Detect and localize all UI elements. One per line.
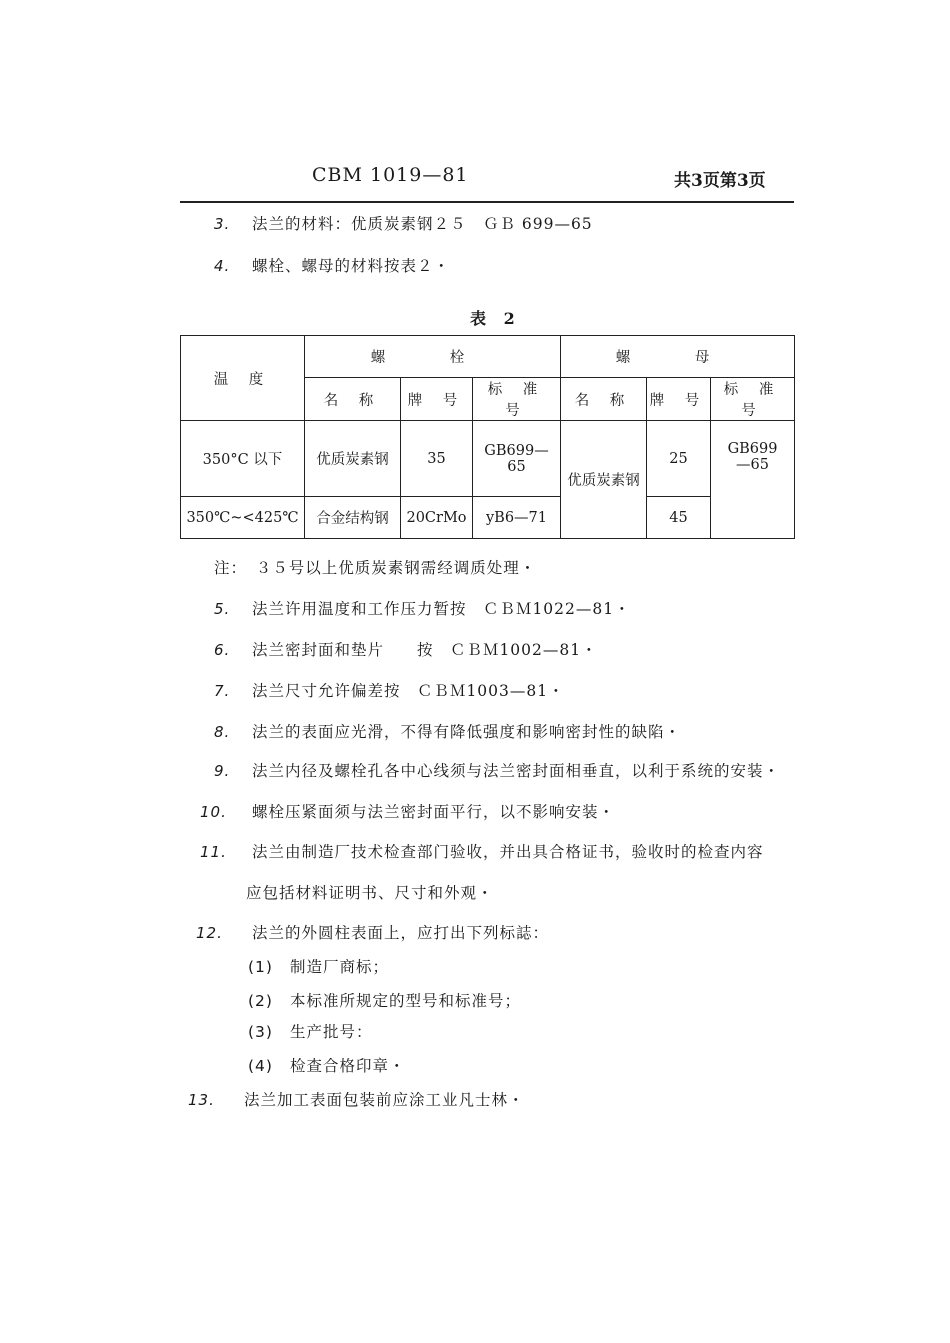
cell-bolt-std: GB699—65	[473, 421, 561, 497]
document-code: CBM 1019—81	[312, 164, 469, 186]
cell-bolt-name: 优质炭素钢	[305, 421, 401, 497]
item-text: 法兰加工表面包装前应涂工业凡士林・	[243, 1091, 525, 1109]
cell-nut-grade: 25	[647, 421, 711, 497]
item-text: 法兰许用温度和工作压力暂按 ＣＢＭ1022—81・	[251, 600, 631, 618]
item-3	[214, 212, 593, 234]
header-temperature: 温 度	[181, 336, 305, 421]
cell-nut-std: GB699—65	[711, 421, 795, 539]
item-10	[200, 800, 615, 822]
table-title: 表 2	[470, 309, 521, 328]
item-text: 法兰尺寸允许偏差按 ＣＢＭ1003—81・	[251, 682, 565, 700]
sub-item-number: (1)	[248, 958, 273, 976]
item-text: 法兰的表面应光滑，不得有降低强度和影响密封性的缺陷・	[251, 723, 681, 741]
item-number: 3.	[214, 215, 231, 233]
item-number: 11.	[200, 843, 227, 861]
sub-item-1	[248, 955, 389, 977]
header-bolt: 螺 栓	[305, 336, 561, 378]
cell-temp: 350°C 以下	[181, 421, 305, 497]
item-4	[214, 254, 450, 276]
cell-bolt-std: yB6—71	[473, 497, 561, 539]
item-6	[214, 638, 598, 660]
sub-item-2	[248, 989, 521, 1011]
sub-item-text: 生产批号：	[289, 1023, 373, 1041]
cell-bolt-grade: 35	[401, 421, 473, 497]
sub-item-4	[248, 1054, 405, 1076]
item-number: 4.	[214, 257, 231, 275]
sub-item-3	[248, 1020, 372, 1042]
item-number: 12.	[196, 924, 223, 942]
table-note: 注： ３５号以上优质炭素钢需经调质处理・	[214, 559, 537, 577]
item-text: 应包括材料证明书、尺寸和外观・	[246, 884, 494, 902]
item-number: 13.	[188, 1091, 215, 1109]
sub-item-text: 制造厂商标；	[289, 958, 389, 976]
item-text: 法兰的材料：优质炭素钢２５ ＧＢ 699—65	[251, 215, 593, 233]
item-13	[188, 1088, 524, 1110]
item-12	[196, 921, 549, 943]
item-number: 7.	[214, 682, 231, 700]
item-text: 法兰由制造厂技术检查部门验收，并出具合格证书，验收时的检查内容	[251, 843, 764, 861]
cell-nut-name: 优质炭素钢	[561, 421, 647, 539]
cell-temp: 350℃~<425℃	[181, 497, 305, 539]
item-text: 法兰内径及螺栓孔各中心线须与法兰密封面相垂直，以利于系统的安装・	[251, 762, 780, 780]
item-number: 10.	[200, 803, 227, 821]
item-9	[214, 759, 780, 781]
sub-item-text: 本标准所规定的型号和标准号；	[289, 992, 521, 1010]
item-text: 螺栓、螺母的材料按表２・	[251, 257, 450, 275]
item-number: 9.	[214, 762, 231, 780]
item-text: 法兰密封面和垫片 按 ＣＢＭ1002—81・	[251, 641, 598, 659]
materials-table	[180, 335, 795, 539]
sub-item-number: (3)	[248, 1023, 273, 1041]
item-5	[214, 597, 631, 619]
header-bolt-name: 名 称	[305, 378, 401, 421]
header-rule	[180, 201, 794, 203]
item-8	[214, 720, 681, 742]
item-7	[214, 679, 565, 701]
header-nut-name: 名 称	[561, 378, 647, 421]
cell-bolt-name: 合金结构钢	[305, 497, 401, 539]
cell-bolt-grade: 20CrMo	[401, 497, 473, 539]
item-11-continued	[246, 881, 494, 903]
header-nut-grade: 牌 号	[647, 378, 711, 421]
item-11	[200, 840, 763, 862]
item-text: 螺栓压紧面须与法兰密封面平行，以不影响安装・	[251, 803, 615, 821]
sub-item-text: 检查合格印章・	[289, 1057, 406, 1075]
header-nut: 螺 母	[561, 336, 795, 378]
header-bolt-std: 标 准 号	[473, 378, 561, 421]
item-number: 5.	[214, 600, 231, 618]
cell-nut-grade: 45	[647, 497, 711, 539]
header-nut-std: 标 准 号	[711, 378, 795, 421]
item-text: 法兰的外圆柱表面上，应打出下列标誌：	[251, 924, 549, 942]
page-info: 共3页第3页	[674, 171, 766, 191]
sub-item-number: (4)	[248, 1057, 273, 1075]
item-number: 8.	[214, 723, 231, 741]
sub-item-number: (2)	[248, 992, 273, 1010]
item-number: 6.	[214, 641, 231, 659]
header-bolt-grade: 牌 号	[401, 378, 473, 421]
